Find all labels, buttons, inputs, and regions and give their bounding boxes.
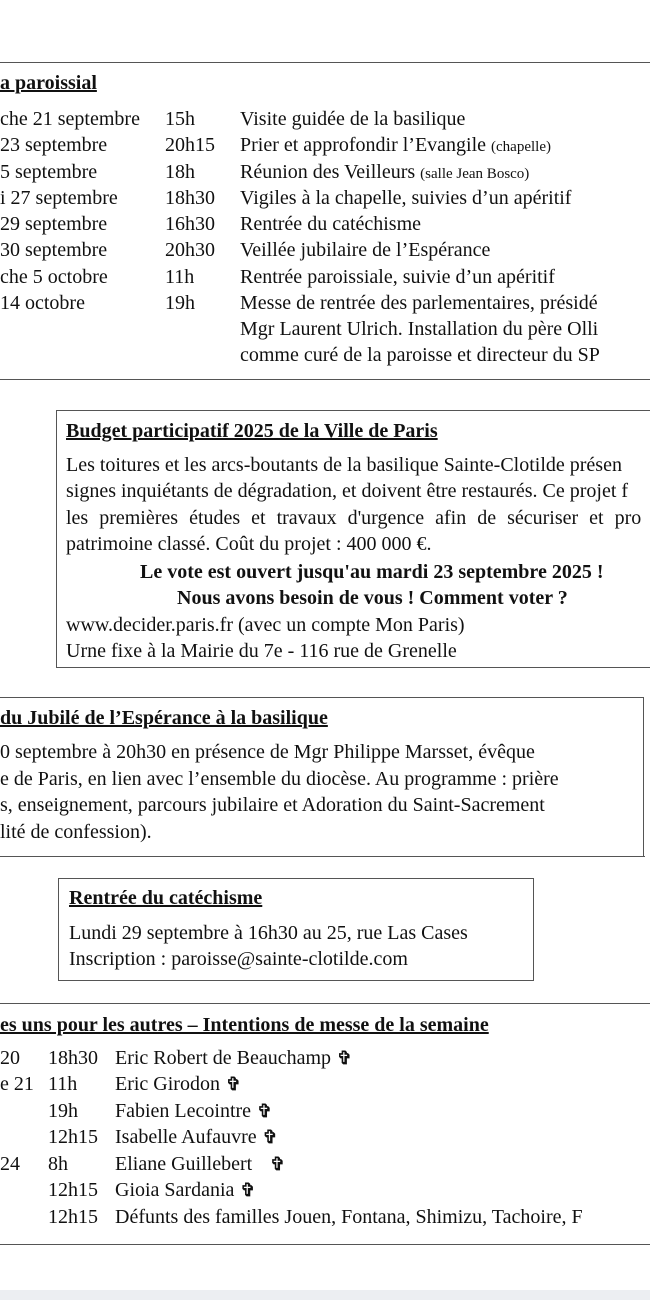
agenda-date: 30 septembre (0, 239, 108, 261)
intention-day: e 21 (0, 1073, 34, 1095)
agenda-event (240, 185, 571, 211)
catechisme-inscription: Inscription : paroisse@sainte-clotilde.com (69, 948, 408, 970)
agenda-event (240, 159, 529, 187)
agenda-time: 15h (165, 108, 195, 130)
intention-name-text: Fabien Lecointre (115, 1100, 252, 1122)
cross-icon: ✞ (270, 1154, 286, 1174)
intention-time: 12h15 (48, 1206, 98, 1228)
agenda-event-text: Rentrée paroissiale, suivie d’un apéritif (240, 266, 555, 288)
agenda-event-text: Rentrée du catéchisme (240, 213, 422, 235)
intention-time: 8h (48, 1153, 68, 1175)
agenda-time: 19h (165, 292, 195, 314)
intention-name (115, 1045, 352, 1071)
jubile-title: du Jubilé de l’Espérance à la basilique (0, 707, 328, 729)
agenda-date: 14 octobre (0, 292, 85, 314)
cross-icon: ✞ (257, 1101, 273, 1121)
agenda-event (240, 290, 598, 316)
intention-name-text: Eric Girodon (115, 1073, 220, 1095)
agenda-time: 18h30 (165, 187, 215, 209)
intention-name-text: Eric Robert de Beauchamp (115, 1047, 332, 1069)
budget-urne: Urne fixe à la Mairie du 7e - 116 rue de Grenelle (66, 640, 457, 662)
agenda-event-text: Vigiles à la chapelle, suivies d’un apéritif (240, 187, 572, 209)
agenda-top-rule (0, 62, 650, 63)
jubile-text-line: 0 septembre à 20h30 en présence de Mgr Philippe Marsset, évêque (0, 741, 535, 763)
budget-vote-question: Nous avons besoin de vous ! Comment voter ? (177, 587, 568, 609)
intention-name (115, 1177, 256, 1203)
agenda-date: 29 septembre (0, 213, 108, 235)
agenda-event (240, 132, 551, 160)
budget-text-line: signes inquiétants de dégradation, et doivent être restaurés. Ce projet f (66, 480, 629, 502)
agenda-event-text: Prier et approfondir l’Evangile (240, 134, 487, 156)
budget-text-line: les premières études et travaux d'urgence afin de sécuriser et pro (66, 507, 642, 529)
catechisme-box (58, 878, 534, 981)
jubile-text-line: lité de confession). (0, 821, 152, 843)
jubile-top-rule (0, 697, 644, 698)
agenda-date: che 21 septembre (0, 108, 140, 130)
catechisme-date: Lundi 29 septembre à 16h30 au 25, rue Las Cases (69, 922, 468, 944)
agenda-event-text: Messe de rentrée des parlementaires, présidé (240, 292, 598, 314)
jubile-text-line: s, enseignement, parcours jubilaire et Adoration du Saint-Sacrement (0, 794, 545, 816)
budget-vote-line: Le vote est ouvert jusqu'au mardi 23 septembre 2025 ! (140, 561, 604, 583)
agenda-title: a paroissial (0, 72, 97, 94)
intentions-bottom-rule (0, 1244, 650, 1245)
agenda-event-text: Réunion des Veilleurs (240, 161, 416, 183)
agenda-time: 20h15 (165, 134, 215, 156)
jubile-right-rule (643, 697, 644, 857)
agenda-event-text: Visite guidée de la basilique (240, 108, 466, 130)
agenda-date: 5 septembre (0, 161, 98, 183)
cross-icon: ✞ (262, 1127, 278, 1147)
agenda-continuation: Mgr Laurent Ulrich. Installation du père Olli (240, 318, 599, 340)
budget-box (56, 410, 650, 668)
agenda-event (240, 237, 490, 263)
intention-name-text: Isabelle Aufauvre (115, 1126, 257, 1148)
cross-icon: ✞ (337, 1048, 353, 1068)
bottom-strip (0, 1290, 650, 1300)
intention-time: 11h (48, 1073, 78, 1095)
agenda-time: 11h (165, 266, 195, 288)
budget-text-line: Les toitures et les arcs-boutants de la basilique Sainte-Clotilde présen (66, 454, 622, 476)
budget-website: www.decider.paris.fr (avec un compte Mon Paris) (66, 614, 465, 636)
agenda-event-text: Veillée jubilaire de l’Espérance (240, 239, 491, 261)
agenda-bottom-rule (0, 379, 650, 380)
budget-text-line: patrimoine classé. Coût du projet : 400 000 €. (66, 533, 432, 555)
agenda-event (240, 264, 555, 290)
agenda-date: 23 septembre (0, 134, 108, 156)
intention-day: 24 (0, 1153, 20, 1175)
intention-name (115, 1151, 285, 1177)
intention-name-text: Défunts des familles Jouen, Fontana, Shimizu, Tachoire, F (115, 1206, 583, 1228)
agenda-event (240, 106, 465, 132)
intention-time: 19h (48, 1100, 78, 1122)
jubile-bottom-rule (0, 856, 645, 857)
agenda-time: 18h (165, 161, 195, 183)
agenda-date: che 5 octobre (0, 266, 108, 288)
intention-time: 12h15 (48, 1126, 98, 1148)
intention-name-text: Gioia Sardania (115, 1179, 235, 1201)
intention-name (115, 1071, 241, 1097)
agenda-event-note: (chapelle) (491, 139, 551, 155)
cross-icon: ✞ (240, 1180, 256, 1200)
intention-name (115, 1204, 583, 1230)
jubile-text-line: e de Paris, en lien avec l’ensemble du diocèse. Au programme : prière (0, 768, 559, 790)
agenda-date: i 27 septembre (0, 187, 118, 209)
intention-time: 12h15 (48, 1179, 98, 1201)
agenda-event (240, 211, 421, 237)
intentions-top-rule (0, 1003, 650, 1004)
cross-icon: ✞ (225, 1074, 242, 1094)
agenda-time: 20h30 (165, 239, 215, 261)
intention-day: 20 (0, 1047, 20, 1069)
budget-title: Budget participatif 2025 de la Ville de Paris (66, 420, 438, 442)
agenda-event-note: (salle Jean Bosco) (420, 166, 530, 182)
intention-name (115, 1124, 278, 1150)
intentions-title: es uns pour les autres – Intentions de messe de la semaine (0, 1014, 489, 1036)
intention-name (115, 1098, 272, 1124)
intention-time: 18h30 (48, 1047, 98, 1069)
agenda-time: 16h30 (165, 213, 215, 235)
intention-name-text: Eliane Guillebert (115, 1153, 253, 1175)
catechisme-title: Rentrée du catéchisme (69, 887, 263, 909)
agenda-continuation: comme curé de la paroisse et directeur du SP (240, 344, 600, 366)
